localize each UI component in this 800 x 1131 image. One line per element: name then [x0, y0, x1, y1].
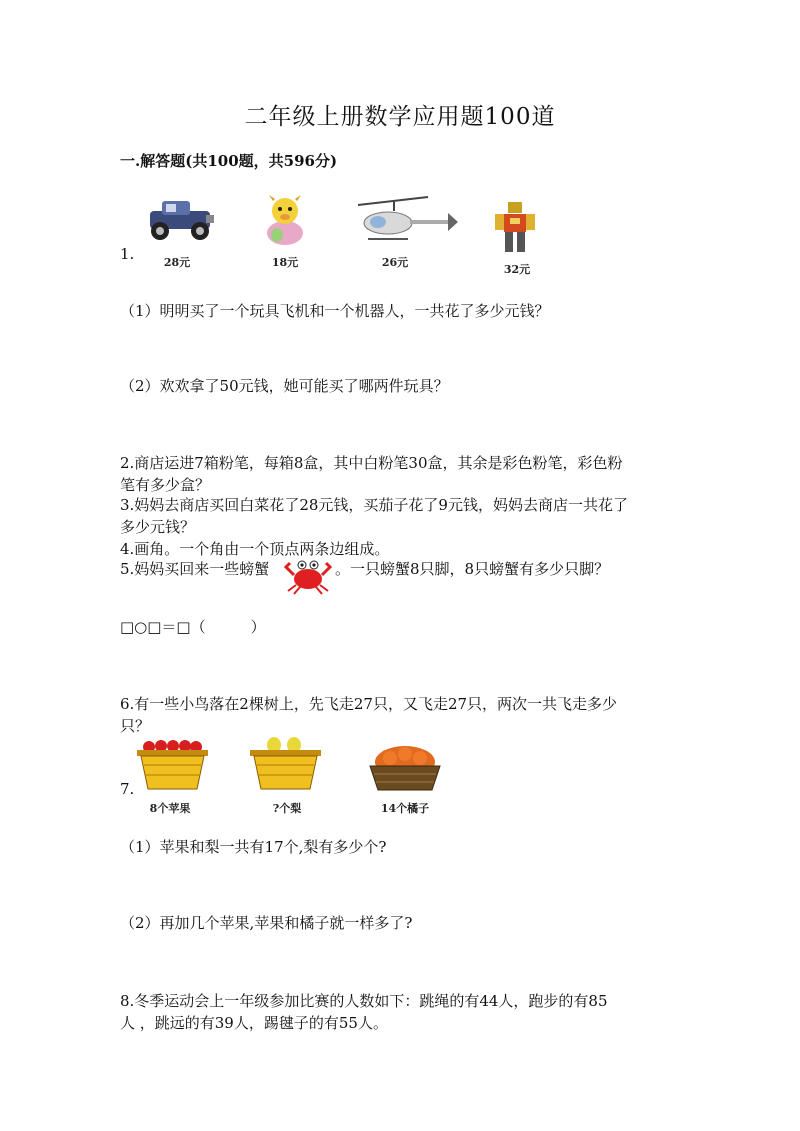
apple-basket-icon [135, 735, 210, 795]
q1-sub2: （2）欢欢拿了50元钱，她可能买了哪两件玩具？ [120, 377, 449, 395]
q4-text: 4.画角。一个角由一个顶点两条边组成。 [120, 540, 390, 558]
q5-formula: □○□＝□（ ） [120, 618, 266, 636]
q1-sub1: （1）明明买了一个玩具飞机和一个机器人，一共花了多少元钱？ [120, 302, 550, 320]
q7-number: 7. [120, 780, 135, 798]
q1-number: 1. [120, 245, 135, 263]
toy-robot-price: 32元 [503, 263, 531, 276]
q8-line2: 人 ，跳远的有39人，踢毽子的有55人。 [120, 1014, 388, 1032]
q3-line2: 多少元钱？ [120, 518, 196, 536]
crab-icon [284, 557, 332, 595]
q2-line1: 2.商店运进7箱粉笔，每箱8盒，其中白粉笔30盒，其余是彩色粉笔，彩色粉 [120, 454, 623, 472]
q8-line1: 8.冬季运动会上一年级参加比赛的人数如下：跳绳的有44人，跑步的有85 [120, 992, 608, 1010]
q2-line2: 笔有多少盒？ [120, 476, 211, 494]
apple-basket-label: 8个苹果 [149, 802, 191, 815]
orange-basket-icon [366, 740, 444, 795]
q3-line1: 3.妈妈去商店买回白菜花了28元钱，买茄子花了9元钱，妈妈去商店一共花了 [120, 496, 628, 514]
pear-basket-icon [248, 735, 323, 795]
q5-text-after: 。一只螃蟹8只脚，8只螃蟹有多少只脚？ [335, 560, 610, 578]
toy-helicopter-price: 26元 [381, 256, 409, 269]
pear-basket-label: ?个梨 [272, 802, 302, 815]
q5-text-before: 5.妈妈买回来一些螃蟹 [120, 560, 270, 578]
toy-cow-icon [255, 193, 315, 248]
section-heading: 一.解答题(共100题，共596分) [120, 152, 338, 170]
q7-sub1: （1）苹果和梨一共有17个,梨有多少个? [120, 838, 387, 856]
q7-sub2: （2）再加几个苹果,苹果和橘子就一样多了? [120, 914, 413, 932]
toy-car-icon [140, 195, 220, 245]
page-title: 二年级上册数学应用题100道 [244, 104, 556, 130]
q6-line2: 只？ [120, 717, 151, 735]
orange-basket-label: 14个橘子 [380, 802, 430, 815]
toy-robot-icon [490, 200, 540, 256]
toy-car-price: 28元 [163, 256, 191, 269]
toy-helicopter-icon [348, 195, 466, 247]
q6-line1: 6.有一些小鸟落在2棵树上，先飞走27只，又飞走27只，两次一共飞走多少 [120, 695, 618, 713]
toy-cow-price: 18元 [271, 256, 299, 269]
